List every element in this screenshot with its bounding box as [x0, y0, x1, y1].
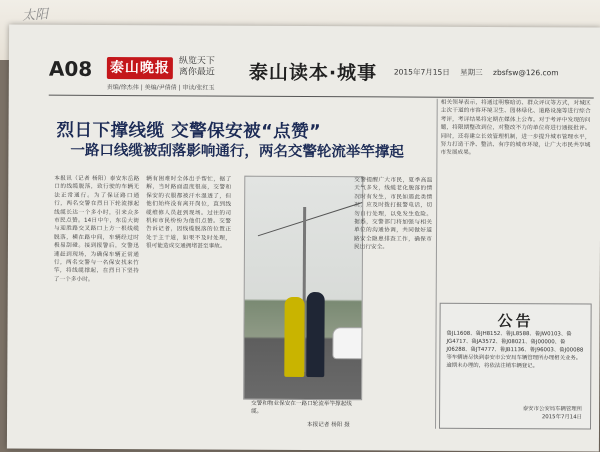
news-photo: [243, 176, 363, 401]
dateline: [394, 66, 567, 78]
announcement-title: 公告: [497, 312, 534, 331]
article-column-2: 辆有困难时全体出手帮忙，据了解，当时路面温度很高，交警和保安的衣服都被汗水湿透了，但他们始终没有离开岗位，直到线缆维修人员赶到现场。过往的司机和市民纷纷为他们点赞。交警告诉记者，因线缆脱落的位置正处于主干道，如果不及时处理，很可能造成交通拥堵甚至事故。: [145, 176, 232, 250]
slogan: [179, 56, 215, 78]
article-headline: 烈日下撑线缆 交警保安被“点赞”: [56, 120, 322, 143]
side-article: 相关领导表示，将通过明察暗访、群众评议等方式，对城区主次干道的市容环境卫生、园林绿化、道路设施等进行综合考评，考评结果将定期在媒体上公布。对于考评中发现的问题，将限期整改到位，对整改不力的单位将进行通报批评。同时，还将建立长效管理机制，进一步提升城市管理水平，努力打造干净、整洁、有序的城市环境，让广大市民共享城市发展成果。: [440, 99, 591, 157]
article-column-3: 交警提醒广大市民，夏季高温天气多发，线缆老化脱落的情况时有发生，市民如遇此类情况，应及时拨打报警电话，切勿自行处理，以免发生危险。据悉，交警部门将加强与相关单位的沟通协调，共同做好道路安全隐患排查工作，确保市民出行安全。: [353, 177, 433, 251]
article-column-1: 本报讯（记者 杨阳）泰安东岳路口的线缆脱落，致行驶的车辆无法正常通行。为了保证路口通行，两名交警在烈日下轮流撑起线缆长达一个多小时，引来众多市民点赞。14日中午，东岳大街与迎胜路交叉路口上方一根线缆脱落，横在路中间，车辆经过时极易刮碰。接到报警后，交警迅速赶到现场，为确保车辆正常通行，两名交警与一名保安找来竹竿，将线缆撑起，在烈日下坚持了一个多小时。: [53, 175, 140, 283]
newspaper-logo: 泰山晚报: [107, 57, 173, 79]
column-divider: [435, 99, 438, 429]
issue-weekday: 星期三: [460, 67, 483, 77]
slogan-line-2: 离你最近: [178, 67, 215, 78]
article-subhead: 一路口线缆被刮落影响通行，两名交警轮流举竿撑起: [70, 142, 404, 161]
cable-line: [258, 199, 364, 236]
newspaper-page: [7, 24, 600, 451]
announcement-date: 2015年7月14日: [541, 414, 583, 421]
announcement-body: 鲁JL1608、鲁JH8152、鲁JL8588、鲁JW0103、鲁JG4717、鲁JA3572、鲁J08021、鲁J00000、鲁J06288、鲁JT4777、鲁JB1136、鲁J96003、鲁J00088等车辆请尽快到泰安市公安局车辆管理所办理相关业务。逾期未办理的，将依法注销车辆登记。: [446, 330, 584, 370]
page-header: [49, 53, 594, 99]
announcement-signature: [523, 405, 582, 421]
editors-credit: 责编/徐杰伟 | 美编/尹倩倩 | 审读/张红玉: [106, 83, 215, 92]
photo-caption: 交警和物业保安在一路口轮流举竿撑起线缆。: [251, 400, 352, 415]
security-guard-figure: [284, 297, 304, 377]
photo-byline: 本报记者 杨阳 摄: [307, 422, 350, 429]
slogan-line-1: 纵览天下: [178, 56, 215, 67]
handwritten-note: 太阳: [21, 7, 49, 24]
announcement-box: [439, 303, 592, 430]
issue-date: 2015年7月15日: [393, 67, 450, 77]
announcement-org: 泰安市公安局车辆管理所: [522, 406, 583, 413]
contact-email: zbsfsw@126.com: [493, 67, 559, 78]
page-number: A08: [48, 56, 93, 81]
section-title: 泰山读本·城事: [248, 61, 378, 85]
police-officer-figure: [306, 292, 324, 377]
